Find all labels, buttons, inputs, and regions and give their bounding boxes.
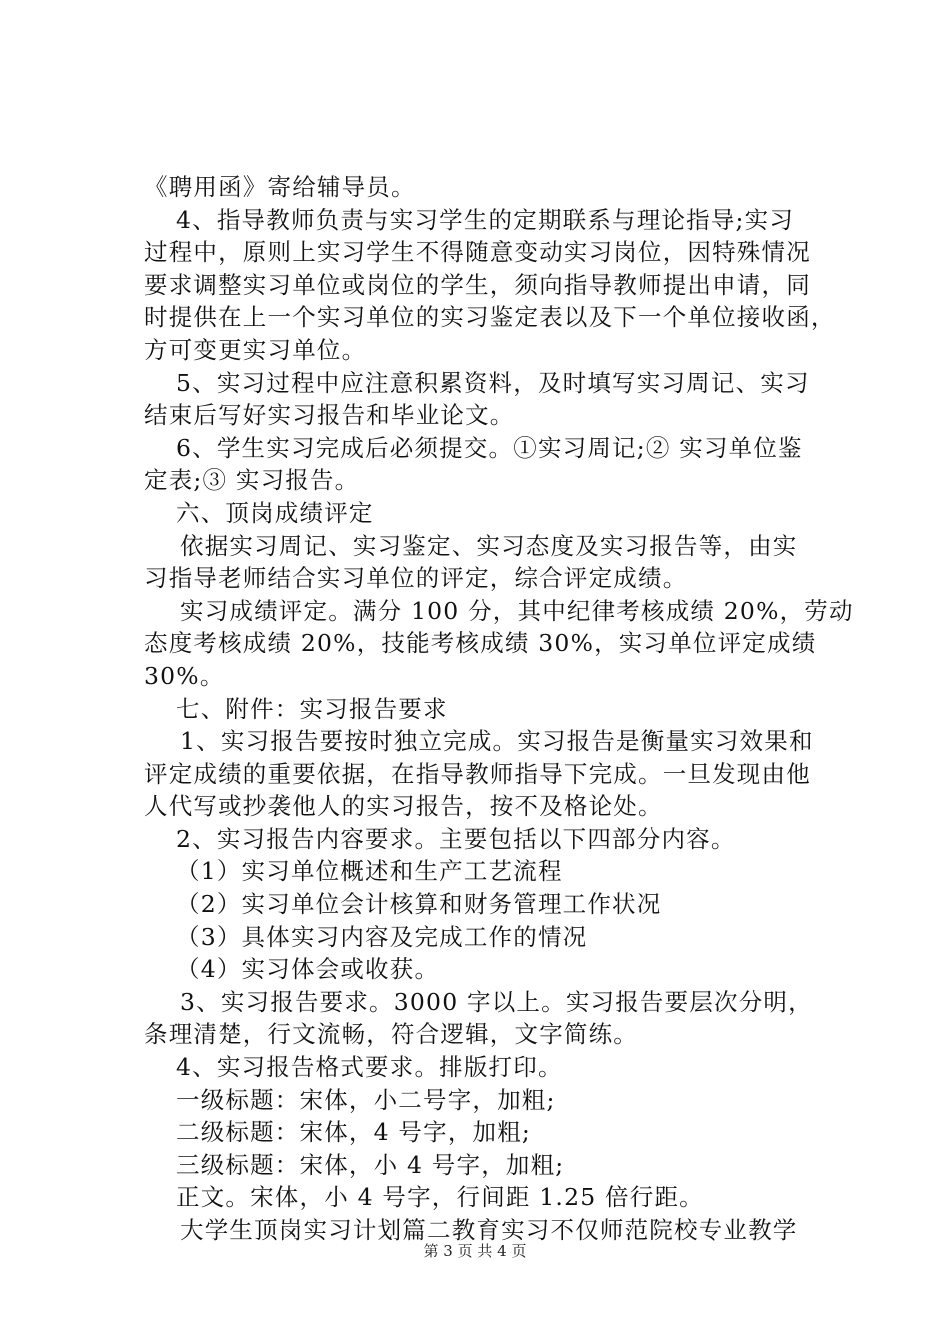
text-line: 三级标题：宋体，小 4 号字，加粗; bbox=[176, 1150, 565, 1179]
text-line: 习指导老师结合实习单位的评定，综合评定成绩。 bbox=[144, 564, 688, 593]
text-line: 4、实习报告格式要求。排版打印。 bbox=[176, 1053, 563, 1082]
text-line: 正文。宋体，小 4 号字，行间距 1.25 倍行距。 bbox=[176, 1183, 704, 1212]
text-line: 评定成绩的重要依据，在指导教师指导下完成。一旦发现由他 bbox=[144, 759, 811, 788]
text-line: 4、指导教师负责与实习学生的定期联系与理论指导;实习 bbox=[176, 205, 795, 234]
text-line: 时提供在上一个实习单位的实习鉴定表以及下一个单位接收函， bbox=[144, 303, 836, 332]
text-line: 2、实习报告内容要求。主要包括以下四部分内容。 bbox=[176, 824, 736, 853]
text-line: 人代写或抄袭他人的实习报告，按不及格论处。 bbox=[144, 792, 663, 821]
text-line: 30%。 bbox=[144, 661, 225, 690]
text-line: 3、实习报告要求。3000 字以上。实习报告要层次分明， bbox=[180, 987, 813, 1016]
text-line: 要求调整实习单位或岗位的学生，须向指导教师提出申请，同 bbox=[144, 270, 811, 299]
text-line: 《聘用函》寄给辅导员。 bbox=[144, 173, 416, 201]
text-line: 方可变更实习单位。 bbox=[144, 335, 367, 364]
text-line: 大学生顶岗实习计划篇二教育实习不仅师范院校专业教学 bbox=[180, 1216, 798, 1244]
text-line: 二级标题：宋体，4 号字，加粗; bbox=[176, 1118, 532, 1147]
section-heading: 七、附件：实习报告要求 bbox=[176, 694, 448, 723]
text-line: 5、实习过程中应注意积累资料，及时填写实习周记、实习 bbox=[176, 368, 810, 397]
text-line: 1、实习报告要按时独立完成。实习报告是衡量实习效果和 bbox=[180, 727, 814, 756]
list-item: （2）实习单位会计核算和财务管理工作状况 bbox=[176, 890, 662, 919]
page-footer bbox=[0, 1241, 950, 1261]
text-line: 一级标题：宋体，小二号字，加粗; bbox=[176, 1085, 556, 1114]
text-line: 态度考核成绩 20%，技能考核成绩 30%，实习单位评定成绩 bbox=[144, 629, 817, 658]
page-number-label: 第 3 页 共 4 页 bbox=[423, 1242, 527, 1260]
text-line: 定表;③ 实习报告。 bbox=[144, 466, 360, 495]
list-item: （1）实习单位概述和生产工艺流程 bbox=[176, 857, 563, 886]
list-item: （4）实习体会或收获。 bbox=[176, 955, 440, 984]
text-line: 条理清楚，行文流畅，符合逻辑，文字简练。 bbox=[144, 1020, 638, 1049]
section-heading: 六、顶岗成绩评定 bbox=[176, 498, 374, 527]
document-body bbox=[144, 171, 854, 1247]
text-line: 实习成绩评定。满分 100 分，其中纪律考核成绩 20%，劳动 bbox=[180, 596, 854, 625]
list-item: （3）具体实习内容及完成工作的情况 bbox=[176, 922, 588, 951]
text-line: 结束后写好实习报告和毕业论文。 bbox=[144, 401, 515, 430]
text-line: 6、学生实习完成后必须提交。①实习周记;② 实习单位鉴 bbox=[176, 433, 803, 462]
text-line: 依据实习周记、实习鉴定、实习态度及实习报告等，由实 bbox=[180, 531, 798, 560]
text-line: 过程中，原则上实习学生不得随意变动实习岗位，因特殊情况 bbox=[144, 238, 811, 267]
